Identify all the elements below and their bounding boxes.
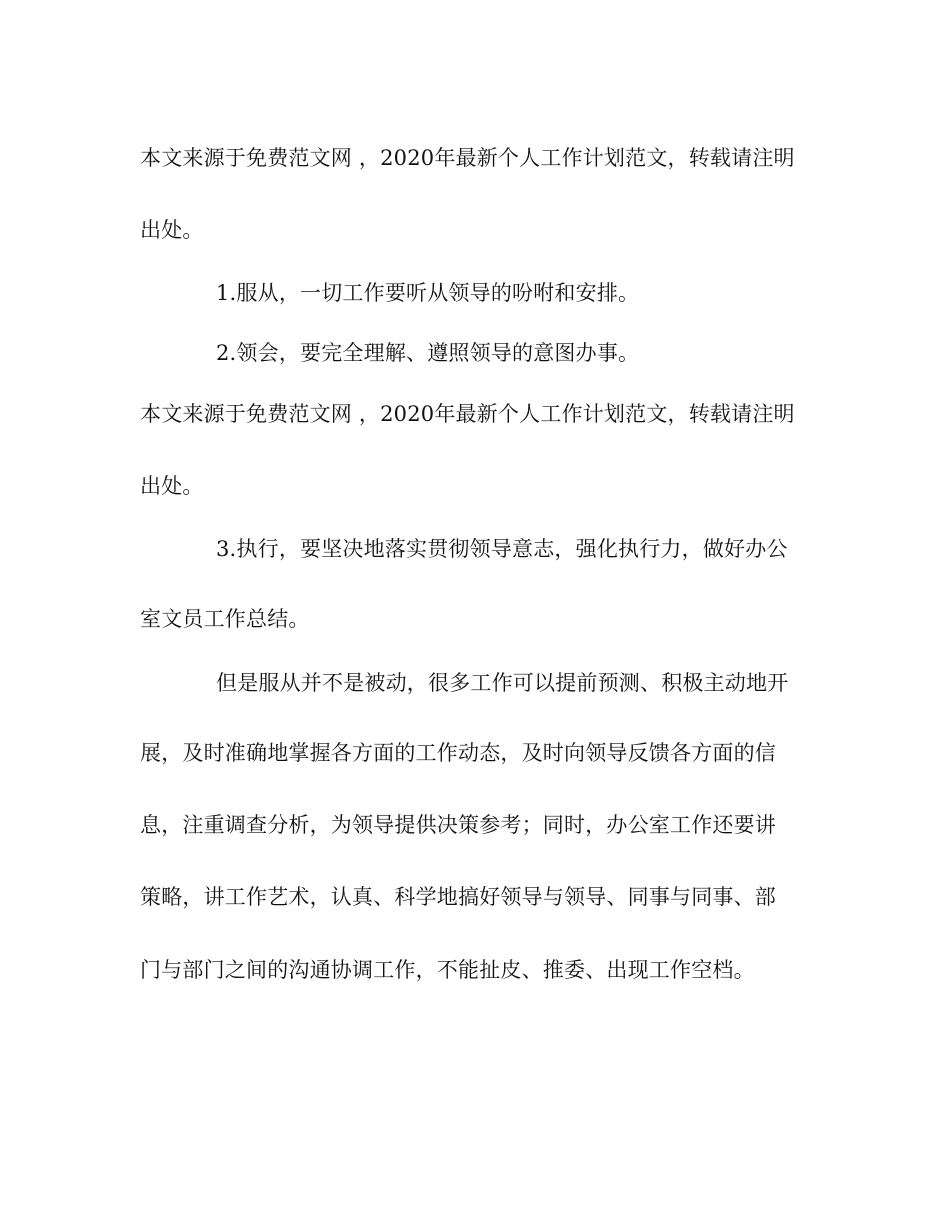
item-3-execute-line-1: 3.执行，要坚决地落实贯彻领导意志，强化执行力，做好办公 xyxy=(216,537,788,561)
item-2-comprehend: 2.领会，要完全理解、遵照领导的意图办事。 xyxy=(216,341,640,365)
paragraph-line-4: 策略，讲工作艺术，认真、科学地搞好领导与领导、同事与同事、部 xyxy=(140,885,776,909)
source-notice-line-2: 出处。 xyxy=(140,218,204,242)
paragraph-line-3: 息，注重调查分析，为领导提供决策参考；同时，办公室工作还要讲 xyxy=(140,813,776,837)
source-notice-line-3: 本文来源于免费范文网 ，2020年最新个人工作计划范文，转载请注明 xyxy=(140,402,795,426)
item-3-execute-line-2: 室文员工作总结。 xyxy=(140,607,310,631)
paragraph-line-2: 展，及时准确地掌握各方面的工作动态，及时向领导反馈各方面的信 xyxy=(140,741,776,765)
paragraph-line-1: 但是服从并不是被动，很多工作可以提前预测、积极主动地开 xyxy=(216,671,789,695)
item-1-obey: 1.服从，一切工作要听从领导的吩咐和安排。 xyxy=(216,281,640,305)
paragraph-line-5: 门与部门之间的沟通协调工作，不能扯皮、推委、出现工作空档。 xyxy=(140,958,755,982)
source-notice-line-4: 出处。 xyxy=(140,474,204,498)
source-notice-line-1: 本文来源于免费范文网 ，2020年最新个人工作计划范文，转载请注明 xyxy=(140,146,795,170)
